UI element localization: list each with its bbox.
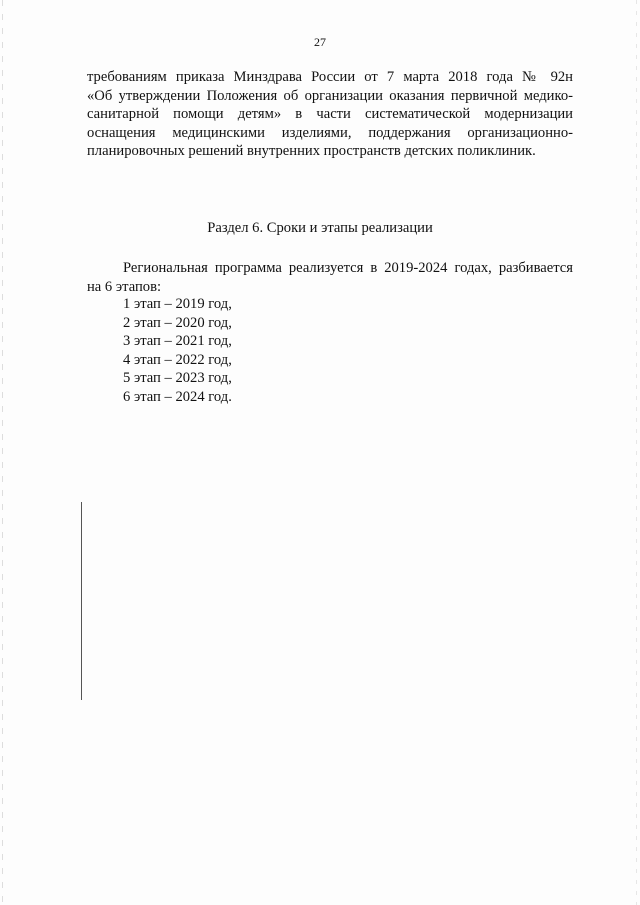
paragraph-line: «Об утверждении Положения об организации оказания первичной медико-	[87, 87, 573, 104]
section-heading: Раздел 6. Сроки и этапы реализации	[207, 220, 433, 236]
paragraph-line: требованиям приказа Минздрава России от 7 марта 2018 года № 92н	[87, 69, 573, 85]
page-number: 27	[314, 35, 326, 49]
paragraph-line: на 6 этапов:	[87, 278, 162, 295]
margin-line	[81, 502, 82, 700]
paragraph-line: санитарной помощи детям» в части систематической модернизации	[87, 106, 573, 122]
stage-item: 5 этап – 2023 год,	[123, 370, 232, 386]
scan-edge-right	[636, 0, 637, 905]
scan-edge-left	[2, 0, 3, 905]
stage-item: 2 этап – 2020 год,	[123, 314, 232, 331]
stages-list	[123, 295, 232, 406]
stage-item: 1 этап – 2019 год,	[123, 296, 232, 312]
stage-item: 6 этап – 2024 год.	[123, 388, 232, 405]
paragraph-line: Региональная программа реализуется в 2019-2024 годах, разбивается	[123, 260, 573, 276]
stage-item: 4 этап – 2022 год,	[123, 351, 232, 368]
stage-item: 3 этап – 2021 год,	[123, 333, 232, 349]
paragraph-line: планировочных решений внутренних пространств детских поликлиник.	[87, 143, 536, 159]
paragraph-program-intro	[87, 259, 573, 296]
paragraph-requirements	[87, 68, 573, 161]
paragraph-line: оснащения медицинскими изделиями, поддержания организационно-	[87, 124, 573, 141]
